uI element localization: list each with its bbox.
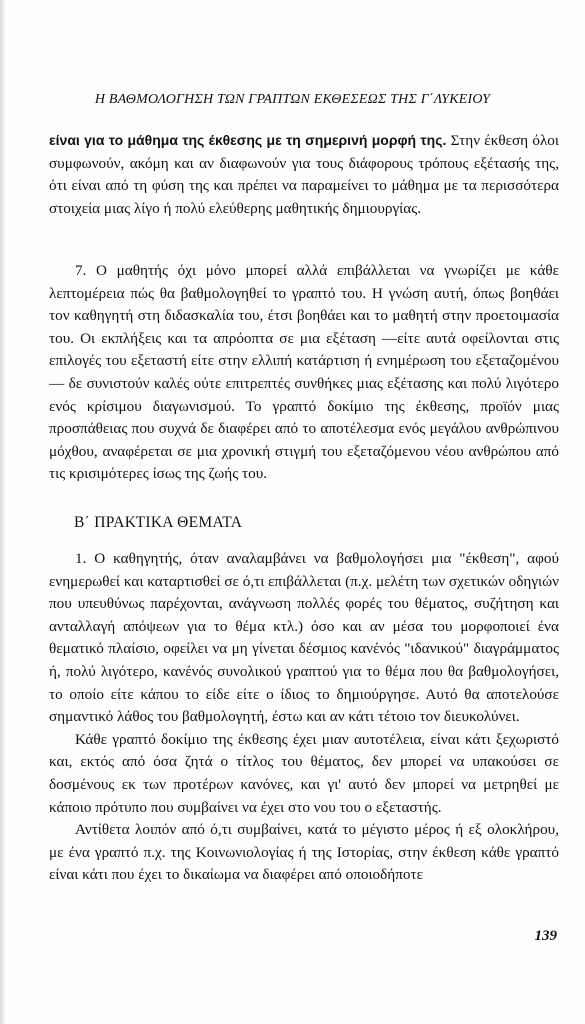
running-head-title: Η ΒΑΘΜΟΛΟΓΗΣΗ ΤΩΝ ΓΡΑΠΤΩΝ ΕΚΘΕΣΕΩΣ ΤΗΣ Γ΄ΛΥΚΕΙΟΥ xyxy=(94,92,491,107)
intro-paragraph-bold-part: είναι για το μάθημα της έκθεσης με τη σημερινή μορφή της. xyxy=(49,132,447,148)
intro-paragraph-block xyxy=(49,129,559,220)
intro-paragraph xyxy=(49,129,559,220)
paragraph-b3: Αντίθετα λοιπόν από ό,τι συμβαίνει, κατά το μέγιστο μέρος ή εξ ολοκλήρου, με ένα γραπτό π.χ. της Κοινωνιολογίας ή της Ιστορίας, στην έκθεση κάθε γραπτό είναι κάτι που έχει το δικαίωμα να διαφέρει από οποιοδήποτε xyxy=(49,821,559,884)
paragraph-7-block xyxy=(49,260,559,486)
paragraph-b1: 1. Ο καθηγητής, όταν αναλαμβάνει να βαθμολογήσει μια "έκθεση", αφού ενημερωθεί και καταρτισθεί σε ό,τι επιβάλλεται (π.χ. μελέτη των σχετικών οδηγιών που υπευθύνως παρέχονται, ανάγνωση πολλές φορές του θέματος, συζήτηση και ανταλλαγή απόψεων για το θέμα κτλ.) όσο και αν μέσα του μορφοποιεί ένα θεματικό πλαίσιο, οφείλει να μη γίνεται δέσμιος κανένός "ιδανικού" διαγράμματος ή, πολύ λιγότερο, κανένός συνολικού γραπτού για το θέμα που θα βαθμολογήσει, το οποίο είτε κάπου το είδε είτε ο ίδιος το δημιούργησε. Αυτό θα αποτελούσε σημαντικό λάθος του βαθμολογητή, έστω και αν κάτι τέτοιο τον διευκολύνει. xyxy=(49,550,559,726)
page-number: 139 xyxy=(534,928,557,944)
intro-paragraph-rest: Στην έκθεση όλοι συμφωνούν, ακόμη και αν διαφωνούν για τους διάφορους τρόπους εξέτασής της, ότι είναι από τη φύση της και πρέπει να παραμείνει το μάθημα με τα περισσότερα στοιχεία μιας λίγο ή πολύ ελεύθερης μαθητικής δημιουργίας. xyxy=(49,132,559,217)
section-b-paragraphs-block xyxy=(49,548,559,887)
paragraph-b2: Κάθε γραπτό δοκίμιο της έκθεσης έχει μιαν αυτοτέλεια, είναι κάτι ξεχωριστό και, εκτός από όσα ζητά ο τίτλος του θέματος, δεν μπορεί να υπακούσει σε δοσμένους εκ των προτέρων κανόνες, και γι' αυτό δεν μπορεί να μετρηθεί με κάποιο πρότυπο που συμβαίνει να έχει στο νου του ο εξεταστής. xyxy=(49,730,559,816)
section-heading: Β΄ ΠΡΑΚΤΙΚΑ ΘΕΜΑΤΑ xyxy=(74,514,243,531)
page-edge-shadow xyxy=(0,0,6,1024)
paragraph-7: 7. Ο μαθητής όχι μόνο μπορεί αλλά επιβάλλεται να γνωρίζει με κάθε λεπτομέρεια πώς θα βαθμολογηθεί το γραπτό του. Η γνώση αυτή, όπως βοηθάει τον καθηγητή στη διδασκαλία του, έτσι βοηθάει και το μαθητή στην προετοιμασία του. Οι εκπλήξεις και τα απρόοπτα σε μια εξέταση —είτε αυτά οφείλονται στις επιλογές του εξεταστή είτε στην ελλιπή κατάρτιση ή ενημέρωση του εξεταζομένου— δε συνιστούν καλές ούτε επιτρεπτές συνθήκες μιας εξέτασης και πολύ λιγότερο ενός κρίσιμου διαγωνισμού. Το γραπτό δοκίμιο της έκθεσης, προϊόν μιας προσπάθειας που συχνά δε διαφέρει από το αποτέλεσμα ενός μεγάλου ανθρώπινου μόχθου, αναφέρεται σε μια χρονική στιγμή του εξεταζόμενου νέου ανθρώπου από τις κρισιμότερες ίσως της ζωής του. xyxy=(49,262,559,483)
